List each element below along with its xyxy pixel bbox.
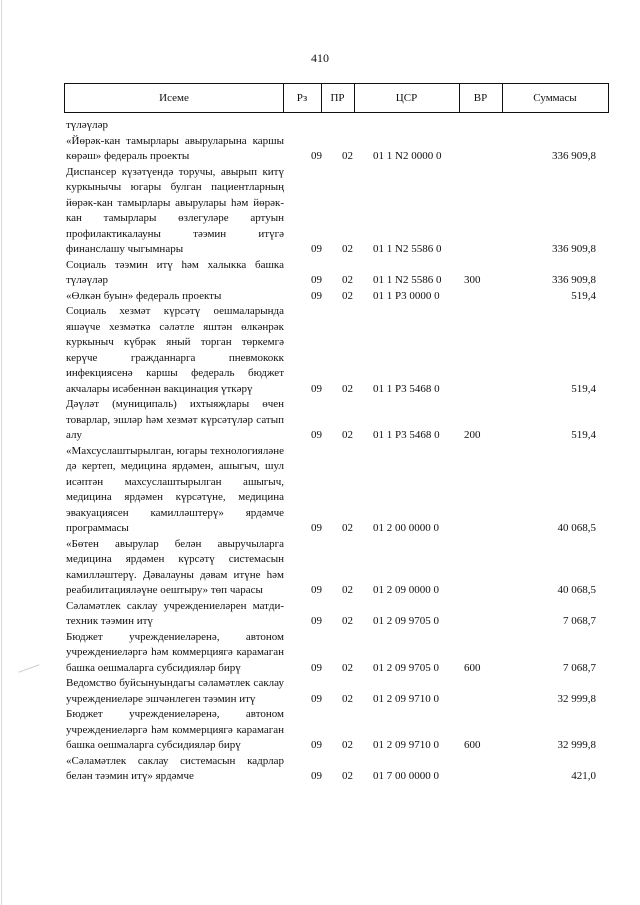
table-header	[64, 83, 609, 113]
row-csr: 01 2 09 9710 0	[373, 739, 439, 751]
row-csr: 01 2 09 9710 0	[373, 692, 439, 705]
table-row	[66, 397, 606, 444]
table-row	[66, 630, 606, 677]
row-csr: 01 1 P3 5468 0	[373, 382, 440, 395]
row-description: Бюджет учреждениеләренә, автоном учреждениеләргә һәм коммерциягә карамаган башка оешмаларга субсидияләр бирү	[66, 630, 284, 674]
row-vr: 600	[464, 739, 481, 751]
row-rz: 09	[311, 429, 322, 441]
row-sum: 40 068,5	[557, 522, 596, 534]
row-rz: 09	[311, 382, 322, 395]
scan-stray-mark	[18, 664, 39, 672]
row-rz: 09	[311, 150, 322, 162]
row-sum: 336 909,8	[552, 274, 596, 286]
row-rz: 09	[311, 615, 322, 627]
row-vr: 200	[464, 429, 481, 441]
row-vr: 300	[464, 274, 481, 286]
row-csr: 01 1 P3 0000 0	[373, 289, 440, 302]
table-row	[66, 754, 606, 785]
header-csr: ЦСР	[354, 84, 460, 112]
table-row	[66, 599, 606, 630]
row-csr: 01 2 09 0000 0	[373, 584, 439, 596]
row-sum: 519,4	[571, 382, 596, 395]
row-sum: 32 999,8	[557, 739, 596, 751]
row-description: Сәламәтлек саклау учреждениеләрен матди-техник тәэмин итү	[66, 599, 284, 627]
row-rz: 09	[311, 289, 322, 302]
row-pr: 02	[342, 770, 353, 782]
row-csr: 01 1 N2 5586 0	[373, 243, 442, 255]
row-pr: 02	[342, 243, 353, 255]
row-csr: 01 1 N2 0000 0	[373, 150, 442, 162]
row-rz: 09	[311, 692, 322, 705]
row-pr: 02	[342, 692, 353, 705]
row-description: түләүләр	[66, 119, 109, 131]
row-description: Дәүләт (муниципаль) ихтыяҗлары өчен товарлар, эшләр һәм хезмәт күрсәтүләр сатып алу	[66, 398, 284, 441]
row-rz: 09	[311, 584, 322, 596]
row-sum: 336 909,8	[552, 243, 596, 255]
header-name: Исеме	[65, 84, 284, 112]
row-description: Ведомство буйсынуындагы сәламәтлек саклау учреждениеләре эшчәнлеген тәэмин итү	[66, 677, 284, 705]
row-sum: 336 909,8	[552, 150, 596, 162]
row-description: «Сәламәтлек саклау системасын кадрлар белән тәэмин итү» ярдәмче	[66, 754, 284, 782]
row-csr: 01 2 09 9705 0	[373, 661, 439, 674]
table-row	[66, 134, 606, 165]
row-csr: 01 2 00 0000 0	[373, 522, 439, 534]
row-sum: 40 068,5	[557, 584, 596, 596]
row-rz: 09	[311, 661, 322, 674]
row-description: Диспансер күзәтүендә торучы, авырып китү куркынычы югары булган пациентларның йөрәк-кан тамырлары авырулары һәм йөрәк-кан тамырлары өзлегуләре артуын профилактикалауны тәэмин итүгә финанслашу чыгымнары	[66, 165, 284, 255]
row-pr: 02	[342, 289, 353, 302]
table-row	[66, 707, 606, 754]
row-sum: 32 999,8	[557, 692, 596, 705]
header-pr: ПР	[321, 84, 355, 112]
table-row	[66, 537, 606, 599]
row-description: «Йөрәк-кан тамырлары авыруларына каршы көрәш» федераль проекты	[66, 134, 284, 162]
row-pr: 02	[342, 429, 353, 441]
row-rz: 09	[311, 274, 322, 286]
row-pr: 02	[342, 274, 353, 286]
row-sum: 421,0	[571, 770, 596, 782]
header-sum: Суммасы	[533, 92, 577, 104]
row-sum: 7 068,7	[563, 661, 596, 674]
row-csr: 01 7 00 0000 0	[373, 770, 439, 782]
row-description: Социаль тәэмин итү һәм халыкка башка түләүләр	[66, 258, 284, 286]
row-vr: 600	[464, 661, 481, 674]
header-rz: Рз	[283, 84, 322, 112]
header-vr: ВР	[459, 84, 503, 112]
row-pr: 02	[342, 584, 353, 596]
row-pr: 02	[342, 150, 353, 162]
table-row	[66, 289, 606, 305]
row-description: Бюджет учреждениеләренә, автоном учреждениеләргә һәм коммерциягә карамаган башка оешмаларга субсидияләр бирү	[66, 708, 284, 751]
table-row	[66, 258, 606, 289]
row-pr: 02	[342, 661, 353, 674]
row-csr: 01 2 09 9705 0	[373, 615, 439, 627]
row-rz: 09	[311, 522, 322, 534]
table-row	[66, 118, 606, 134]
row-pr: 02	[342, 522, 353, 534]
row-description: «Бөтен авырулар белән авыручыларга медицина ярдәмен күрсәтү системасын камилләштерү. Дәвалауны дәвам итүне һәм реабилитацияләүне оештыру» төп чарасы	[66, 537, 284, 596]
row-sum: 519,4	[571, 429, 596, 441]
table-row	[66, 165, 606, 258]
row-sum: 7 068,7	[563, 615, 596, 627]
page-number: 410	[311, 51, 329, 65]
scan-edge-line	[1, 0, 2, 905]
table-row	[66, 676, 606, 707]
row-pr: 02	[342, 739, 353, 751]
row-sum: 519,4	[571, 289, 596, 302]
row-pr: 02	[342, 615, 353, 627]
row-description: «Махсуслаштырылган, югары технологияләне дә кертеп, медицина ярдәмен, ашыгыч, шул исәптән махсуслаштырылган ашыгыч, медицина ярдәмен күрсәтүне, медицина эвакуациясен камилләштерү» ярдәмче программасы	[66, 444, 284, 534]
row-description: «Өлкән буын» федераль проекты	[66, 289, 222, 302]
row-rz: 09	[311, 739, 322, 751]
row-csr: 01 1 N2 5586 0	[373, 274, 442, 286]
row-csr: 01 1 P3 5468 0	[373, 429, 440, 441]
table-body	[66, 118, 606, 785]
row-pr: 02	[342, 382, 353, 395]
table-row	[66, 444, 606, 537]
row-rz: 09	[311, 770, 322, 782]
table-row	[66, 304, 606, 397]
row-description: Социаль хезмәт күрсәтү оешмаларында яшәүче хезмәткә сәләтле яштән өлкәнрәк куркыныч күбрәк яный торган төркемгә керүче гражданнарга пневмококк инфекциясенә каршы федераль бюджет акчалары исәбеннән вакцинация үткәрү	[66, 305, 284, 395]
row-rz: 09	[311, 243, 322, 255]
